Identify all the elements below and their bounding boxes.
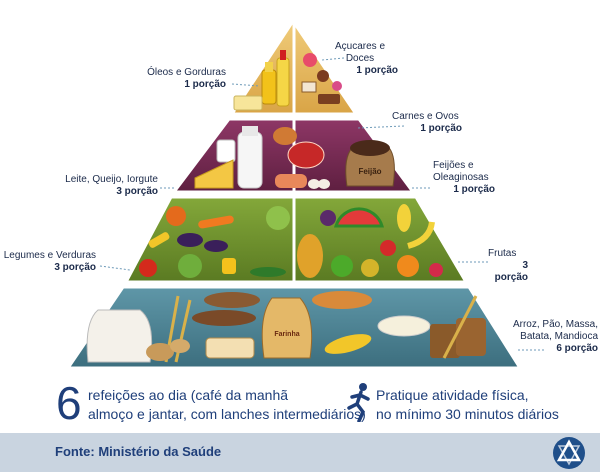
label-frutas bbox=[488, 248, 528, 284]
ministry-logo-icon bbox=[552, 436, 586, 470]
label-carnes-ovos bbox=[392, 111, 462, 135]
activity-text bbox=[376, 386, 559, 424]
label-oleos-name: Óleos e Gorduras bbox=[147, 67, 226, 78]
label-acucares-name: Açucares e Doces bbox=[334, 41, 386, 64]
label-legumes-portion: 3 porção bbox=[54, 262, 96, 273]
running-person-icon bbox=[345, 382, 373, 422]
feijao-sack-label: Feijão bbox=[358, 167, 382, 176]
tier-vegetables-fruits bbox=[126, 197, 466, 282]
label-oleos-portion: 1 porção bbox=[184, 79, 226, 90]
meals-line-2: almoço e jantar, com lanches intermediários) bbox=[88, 406, 366, 422]
meals-count: 6 bbox=[56, 377, 82, 429]
label-arroz-pao bbox=[512, 319, 598, 355]
farinha-sack-label: Farinha bbox=[274, 331, 300, 338]
label-leite-name: Leite, Queijo, Iorgute bbox=[65, 174, 158, 185]
source-credit: Fonte: Ministério da Saúde bbox=[55, 444, 222, 459]
label-arroz-name1: Arroz, Pão, Massa, bbox=[512, 319, 598, 330]
meals-text bbox=[88, 386, 366, 424]
label-leite-portion: 3 porção bbox=[116, 186, 158, 197]
label-leite-queijo bbox=[52, 174, 158, 198]
label-legumes-name: Legumes e Verduras bbox=[3, 250, 96, 261]
tier-grains bbox=[68, 287, 520, 368]
tier-milk-meat-beans bbox=[174, 119, 413, 192]
label-feijoes-name2: Oleaginosas bbox=[433, 172, 489, 183]
label-acucares-doces bbox=[322, 41, 398, 77]
activity-line-2: no mínimo 30 minutos diários bbox=[376, 406, 559, 422]
meals-line-1: refeições ao dia (café da manhã bbox=[88, 387, 289, 403]
activity-line-1: Pratique atividade física, bbox=[376, 387, 529, 403]
label-acucares-portion: 1 porção bbox=[356, 65, 398, 76]
label-carnes-portion: 1 porção bbox=[420, 123, 462, 134]
label-feijoes-portion: 1 porção bbox=[453, 184, 495, 195]
label-carnes-name: Carnes e Ovos bbox=[392, 111, 459, 122]
label-legumes-verduras bbox=[0, 250, 96, 274]
label-oleos-gorduras bbox=[140, 67, 226, 91]
label-frutas-name: Frutas bbox=[488, 248, 517, 259]
label-arroz-name2: Batata, Mandioca bbox=[520, 331, 598, 342]
label-feijoes-oleaginosas bbox=[433, 160, 495, 196]
label-arroz-portion: 6 porção bbox=[556, 343, 598, 354]
label-feijoes-name1: Feijões e bbox=[433, 160, 474, 171]
label-frutas-portion: 3 porção bbox=[494, 260, 528, 283]
